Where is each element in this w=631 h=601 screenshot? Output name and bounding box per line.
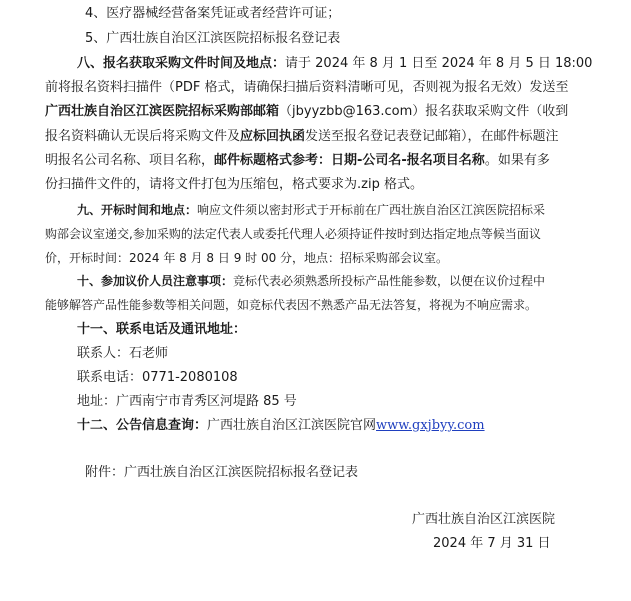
section-12-line: 十二、公告信息查询：广西壮族自治区江滨医院官网www.gxjbyy.com <box>77 418 485 433</box>
item-4: 4、医疗器械经营备案凭证或者经营许可证； <box>85 6 341 21</box>
section-8-heading: 八、报名获取采购文件时间及地点： <box>77 56 286 71</box>
section-10-line-2: 能够解答产品性能参数等相关问题，如竞标代表因不熟悉产品无法答复，将视为不响应需求。 <box>45 298 538 312</box>
signature-org: 广西壮族自治区江滨医院 <box>412 512 556 527</box>
section-8-line-2: 前将报名资料扫描件（PDF 格式，请确保扫描后资料清晰可见，否则视为报名无效）发送至 <box>45 80 569 95</box>
item-5: 5、广西壮族自治区江滨医院招标报名登记表 <box>85 31 341 46</box>
section-9-line-1: 九、开标时间和地点：响应文件须以密封形式于开标前在广西壮族自治区江滨医院招标采 <box>77 203 546 217</box>
section-8-line-6: 份扫描件文件的，请将文件打包为压缩包，格式要求为.zip 格式。 <box>45 177 423 192</box>
section-8-line-5: 明报名公司名称、项目名称，邮件标题格式参考：日期-公司名-报名项目名称。如果有多 <box>45 153 550 168</box>
section-11-heading: 十一、联系电话及通讯地址： <box>77 322 247 337</box>
section-12-heading: 十二、公告信息查询： <box>77 418 208 433</box>
contact-person: 联系人：石老师 <box>77 346 169 361</box>
section-10-line-1: 十、参加议价人员注意事项：竞标代表必须熟悉所投标产品性能参数，以便在议价过程中 <box>77 274 546 288</box>
section-8-line-4: 报名资料确认无误后将采购文件及应标回执函发送至报名登记表登记邮箱），在邮件标题注 <box>45 129 559 144</box>
section-9-heading: 九、开标时间和地点： <box>77 203 198 217</box>
contact-address: 地址：广西南宁市青秀区河堤路 85 号 <box>77 394 297 409</box>
section-9-line-2: 购部会议室递交,参加采购的法定代表人或委托代理人必须持证件按时到达指定地点等候当面议 <box>45 227 541 241</box>
hospital-website-link[interactable]: www.gxjbyy.com <box>376 418 485 433</box>
section-8-line-3: 广西壮族自治区江滨医院招标采购部邮箱（jbyyzbb@163.com）报名获取采购文件（收到 <box>45 104 569 119</box>
section-9-line-3: 价，开标时间：2024 年 8 月 8 日 9 时 00 分，地点：招标采购部会议室。 <box>45 251 449 265</box>
email-title-format: 邮件标题格式参考：日期-公司名-报名项目名称 <box>214 153 485 168</box>
signature-date: 2024 年 7 月 31 日 <box>433 536 551 551</box>
section-8-line-1: 八、报名获取采购文件时间及地点：请于 2024 年 8 月 1 日至 2024 年 8 月 5 日 18:00 <box>77 56 593 71</box>
procurement-mailbox: 广西壮族自治区江滨医院招标采购部邮箱 <box>45 104 280 119</box>
attachment-note: 附件：广西壮族自治区江滨医院招标报名登记表 <box>85 465 359 480</box>
section-10-heading: 十、参加议价人员注意事项： <box>77 274 234 288</box>
contact-phone: 联系电话：0771-2080108 <box>77 370 238 385</box>
